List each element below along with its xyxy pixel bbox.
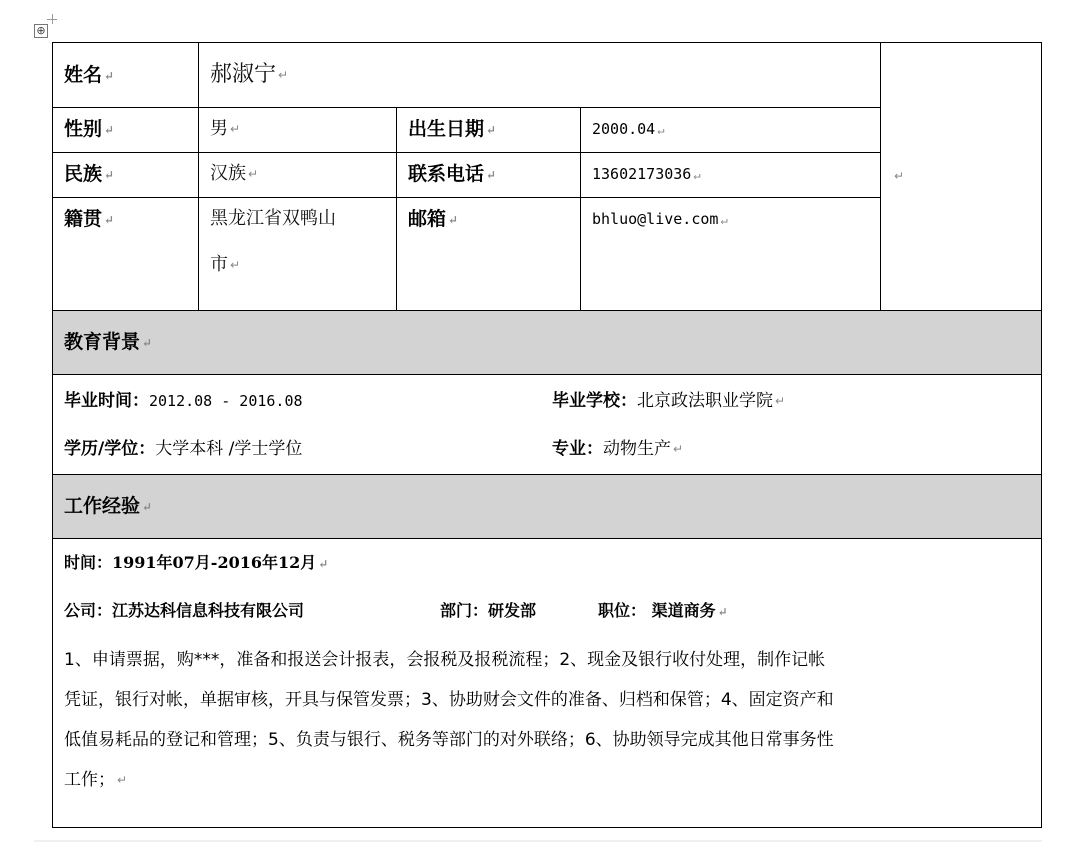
work-dept-line: 部门：研发部 [440, 601, 537, 620]
ethnicity-value: 汉族 ↵ [210, 163, 259, 184]
origin-label: 籍贯 ↵ [64, 208, 115, 230]
education-title: 教育背景 ↵ [64, 331, 153, 353]
row-divider [52, 197, 880, 198]
photo-cell: ↵ [894, 168, 905, 183]
work-time-line: 时间：1991年07月-2016年12月 ↵ [64, 553, 329, 572]
origin-value-line2: 市 ↵ [210, 254, 241, 275]
phone-value: 13602173036 ↵ [592, 165, 701, 183]
gender-value: 男 ↵ [210, 118, 241, 139]
birth-label: 出生日期 ↵ [408, 118, 497, 140]
row-divider [52, 152, 880, 153]
col-divider [580, 107, 581, 310]
table-move-handle-icon[interactable]: ⊕ [34, 24, 48, 38]
name-value: 郝淑宁 ↵ [210, 62, 289, 87]
resume-table [52, 42, 1042, 828]
work-position-line: 职位： 渠道商务 ↵ [598, 601, 728, 620]
grad-time-line: 毕业时间：2012.08 - 2016.08 [64, 391, 303, 411]
table-corner-tick [47, 19, 57, 20]
row-divider [52, 374, 1042, 375]
email-label: 邮箱 ↵ [408, 208, 459, 230]
row-divider [52, 538, 1042, 539]
name-label: 姓名 ↵ [64, 64, 115, 86]
school-line: 毕业学校：北京政法职业学院 ↵ [552, 391, 786, 411]
email-value: bhluo@live.com ↵ [592, 210, 728, 228]
row-divider [52, 107, 880, 108]
col-divider [198, 42, 199, 310]
birth-value: 2000.04 ↵ [592, 120, 665, 138]
degree-line: 学历/学位：大学本科 /学士学位 [64, 439, 303, 459]
col-divider [880, 42, 881, 310]
work-company-line: 公司：江苏达科信息科技有限公司 [64, 601, 305, 620]
row-divider [52, 310, 1042, 311]
work-desc-line: 1、申请票据，购***，准备和报送会计报表，会报税及报税流程；2、现金及银行收付处理，制作记帐 [64, 650, 826, 670]
major-line: 专业：动物生产 ↵ [552, 439, 684, 459]
phone-label: 联系电话 ↵ [408, 163, 497, 185]
page-bottom-strip [34, 840, 1042, 842]
ethnicity-label: 民族 ↵ [64, 163, 115, 185]
work-title: 工作经验 ↵ [64, 495, 153, 517]
origin-value-line1: 黑龙江省双鸭山 [210, 208, 336, 229]
gender-label: 性别 ↵ [64, 118, 115, 140]
row-divider [52, 474, 1042, 475]
col-divider [396, 107, 397, 310]
work-desc-line: 凭证，银行对帐，单据审核，开具与保管发票；3、协助财会文件的准备、归档和保管；4、固定资产和 [64, 690, 834, 710]
work-desc-line: 低值易耗品的登记和管理；5、负责与银行、税务等部门的对外联络；6、协助领导完成其他日常事务性 [64, 730, 834, 750]
work-description [64, 640, 1030, 800]
work-desc-line: 工作； ↵ [64, 770, 128, 790]
